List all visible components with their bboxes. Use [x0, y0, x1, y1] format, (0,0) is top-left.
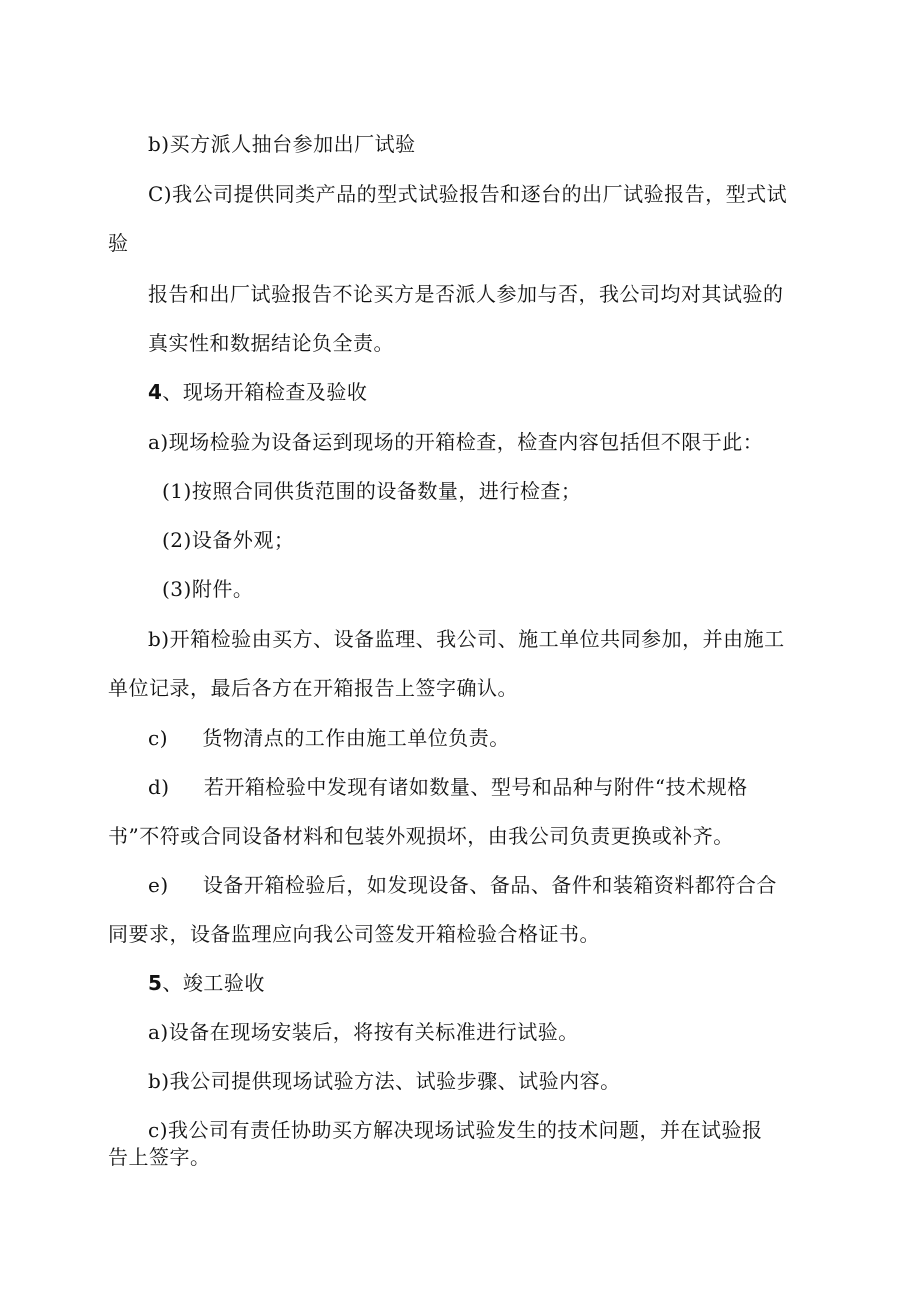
paragraph-line: 真实性和数据结论负全责。 [148, 331, 394, 355]
paragraph-line: 告上签字。 [108, 1145, 211, 1169]
paragraph-line: e) 设备开箱检验后，如发现设备、备品、备件和装箱资料都符合合 [148, 873, 777, 897]
paragraph-line: 验 [108, 231, 129, 255]
section-number: 5 [148, 971, 163, 995]
paragraph-line: d) 若开箱检验中发现有诸如数量、型号和品种与附件“技术规格 [148, 775, 748, 799]
section-heading-5 [148, 971, 265, 995]
paragraph-line: b)我公司提供现场试验方法、试验步骤、试验内容。 [148, 1069, 621, 1093]
section-title: 、竣工验收 [162, 971, 265, 995]
list-item: (2)设备外观； [162, 528, 295, 552]
section-title: 、现场开箱检查及验收 [162, 380, 368, 404]
paragraph-line: C)我公司提供同类产品的型式试验报告和逐台的出厂试验报告，型式试 [148, 182, 788, 206]
paragraph-line: 单位记录，最后各方在开箱报告上签字确认。 [108, 676, 518, 700]
paragraph-line: c)我公司有责任协助买方解决现场试验发生的技术问题，并在试验报 [148, 1118, 763, 1142]
paragraph-line: c) 货物清点的工作由施工单位负责。 [148, 726, 510, 750]
paragraph-line: 书”不符或合同设备材料和包装外观损坏，由我公司负责更换或补齐。 [108, 824, 734, 848]
paragraph-line: a)现场检验为设备运到现场的开箱检查，检查内容包括但不限于此： [148, 430, 764, 454]
paragraph-line: b)开箱检验由买方、设备监理、我公司、施工单位共同参加，并由施工 [148, 627, 785, 651]
paragraph-line: 同要求，设备监理应向我公司签发开箱检验合格证书。 [108, 922, 600, 946]
section-number: 4 [148, 380, 163, 404]
section-heading-4 [148, 380, 367, 404]
paragraph-line: 报告和出厂试验报告不论买方是否派人参加与否，我公司均对其试验的 [148, 282, 784, 306]
paragraph-line: a)设备在现场安装后，将按有关标准进行试验。 [148, 1020, 579, 1044]
list-item: (1)按照合同供货范围的设备数量，进行检查； [162, 479, 582, 503]
paragraph-line: b)买方派人抽台参加出厂试验 [148, 132, 416, 156]
list-item: (3)附件。 [162, 577, 254, 601]
